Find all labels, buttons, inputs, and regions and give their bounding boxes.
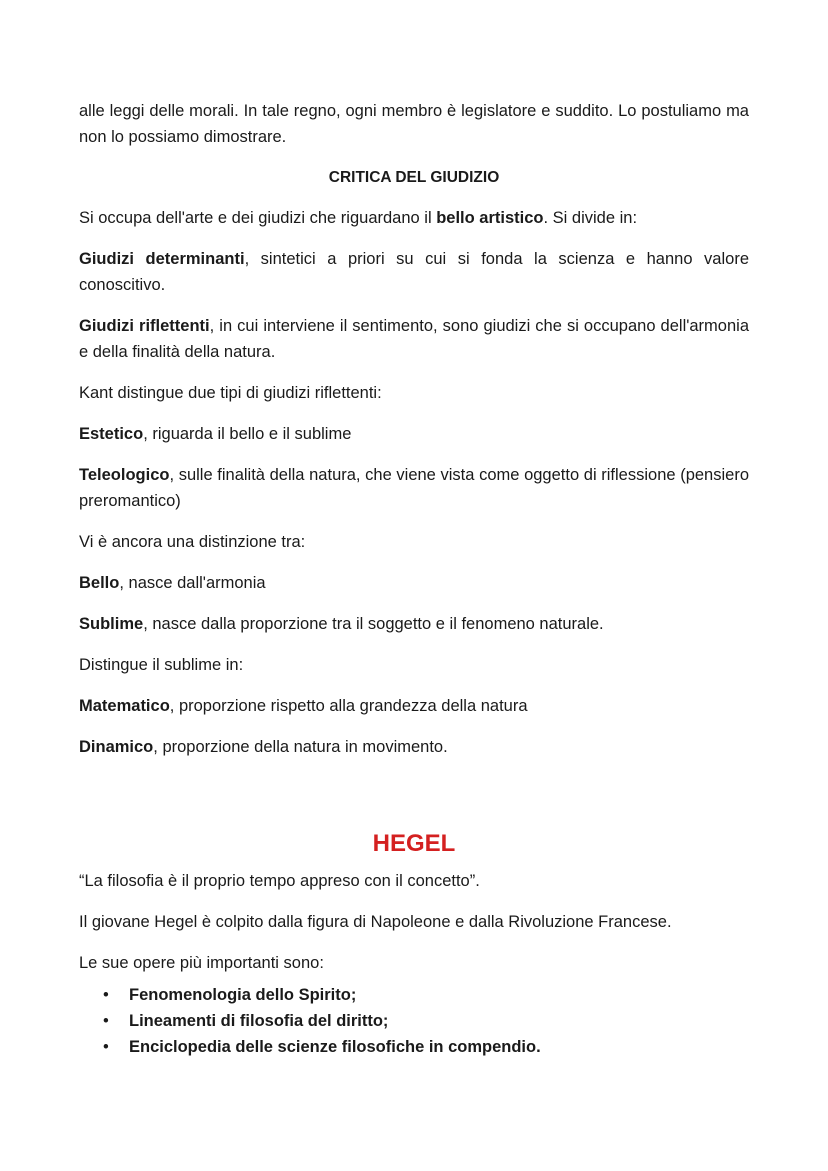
definition-term: Teleologico: [79, 466, 170, 484]
definition-paragraph: [79, 313, 749, 365]
definition-paragraph: [79, 693, 749, 719]
document-page: [79, 98, 749, 1060]
definition-text: , sintetici a priori su cui si fonda la scienza e hanno valore conoscitivo.: [79, 250, 749, 294]
list-item: [103, 982, 749, 1008]
definition-text: , sulle finalità della natura, che viene vista come oggetto di riflessione (pensiero preromantico): [79, 466, 749, 510]
critica-intro-tail: . Si divide in:: [543, 209, 638, 227]
list-item-text: Enciclopedia delle scienze filosofiche in compendio.: [129, 1038, 541, 1056]
kant-intro-paragraph: Kant distingue due tipi di giudizi riflettenti:: [79, 384, 382, 402]
distinzione-intro-paragraph: Vi è ancora una distinzione tra:: [79, 533, 306, 551]
section-heading-hegel: HEGEL: [372, 830, 456, 857]
bullet-icon: •: [103, 986, 109, 1004]
definition-term: Giudizi riflettenti: [79, 317, 210, 335]
critica-intro-text: Si occupa dell'arte e dei giudizi che riguardano il: [79, 209, 437, 227]
definition-paragraph: [79, 246, 749, 298]
definition-paragraph: [79, 570, 749, 596]
definition-term: Giudizi determinanti: [79, 250, 245, 268]
definition-paragraph: [79, 462, 749, 514]
definition-paragraph: [79, 611, 749, 637]
sublime-intro-paragraph: Distingue il sublime in:: [79, 656, 244, 674]
intro-paragraph: alle leggi delle morali. In tale regno, ogni membro è legislatore e suddito. Lo postuliamo ma non lo possiamo dimostrare.: [79, 102, 749, 146]
definition-term: Bello: [79, 574, 120, 592]
list-item: [103, 1008, 749, 1034]
list-item-text: Lineamenti di filosofia del diritto;: [129, 1012, 389, 1030]
definition-text: , riguarda il bello e il sublime: [143, 425, 352, 443]
critica-intro-bold: bello artistico: [436, 209, 544, 227]
works-list: [79, 982, 749, 1060]
definition-text: , in cui interviene il sentimento, sono giudizi che si occupano dell'armonia e della finalità della natura.: [79, 317, 749, 361]
section-heading-critica: CRITICA DEL GIUDIZIO: [328, 169, 500, 186]
list-item-text: Fenomenologia dello Spirito;: [129, 986, 357, 1004]
hegel-works-intro: Le sue opere più importanti sono:: [79, 954, 324, 972]
definition-paragraph: [79, 734, 749, 760]
definition-term: Estetico: [79, 425, 144, 443]
section-spacer: [79, 775, 749, 828]
bullet-icon: •: [103, 1012, 109, 1030]
definition-term: Sublime: [79, 615, 144, 633]
critica-intro-paragraph: [79, 205, 749, 231]
definition-text: , nasce dalla proporzione tra il soggetto e il fenomeno naturale.: [143, 615, 604, 633]
definition-paragraph: [79, 421, 749, 447]
definition-text: , nasce dall'armonia: [119, 574, 266, 592]
hegel-paragraph: Il giovane Hegel è colpito dalla figura di Napoleone e dalla Rivoluzione Francese.: [79, 913, 672, 931]
hegel-quote: “La filosofia è il proprio tempo appreso con il concetto”.: [79, 872, 480, 890]
definition-text: , proporzione rispetto alla grandezza della natura: [169, 697, 528, 715]
definition-term: Matematico: [79, 697, 170, 715]
list-item: [103, 1034, 749, 1060]
definition-term: Dinamico: [79, 738, 154, 756]
bullet-icon: •: [103, 1038, 109, 1056]
definition-text: , proporzione della natura in movimento.: [153, 738, 448, 756]
